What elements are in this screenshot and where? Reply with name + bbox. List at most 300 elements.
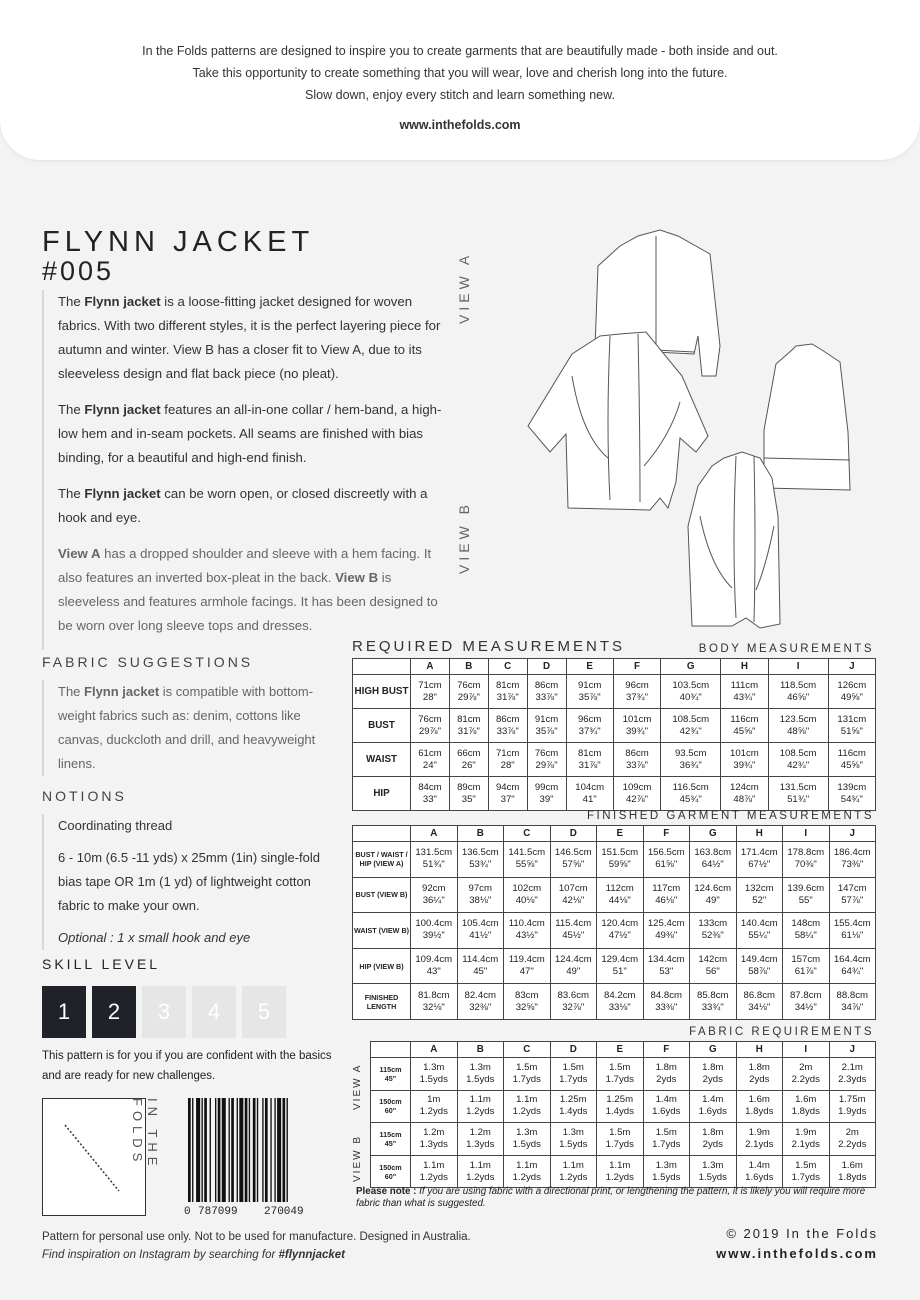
value-primary: 96cm (577, 713, 602, 725)
measurement-cell (550, 877, 597, 913)
measurement-cell (828, 709, 875, 743)
measurement-cell (597, 1123, 644, 1156)
value-primary: 1.1m (609, 1159, 631, 1171)
view-a-front-illustration (528, 332, 708, 510)
size-header: I (783, 826, 830, 842)
value-secondary: 46⅛" (655, 894, 678, 906)
value-secondary: 45⅝" (840, 759, 863, 771)
value-primary: 1.3m (562, 1126, 584, 1138)
measurement-cell (736, 1090, 783, 1123)
notion-thread: Coordinating thread (58, 818, 173, 833)
table-row (353, 913, 876, 949)
value-primary: 83cm (515, 989, 539, 1001)
value-secondary: 36¼" (422, 894, 445, 906)
value-secondary: 39" (539, 793, 554, 805)
value-secondary: 61⅝" (655, 859, 678, 871)
measurement-cell (661, 675, 721, 709)
barcode-bar (231, 1098, 234, 1202)
value-secondary: 38⅛" (469, 894, 492, 906)
footer-instagram: Find inspiration on Instagram by searching for #flynnjacket (42, 1249, 345, 1261)
measurement-cell (768, 709, 828, 743)
measurement-cell (829, 984, 876, 1020)
value-secondary: 2yds (656, 1073, 677, 1085)
measurement-cell (643, 984, 690, 1020)
barcode-bar (215, 1098, 216, 1202)
size-header: F (613, 659, 660, 675)
measurement-cell (566, 675, 613, 709)
barcode-bar (262, 1098, 263, 1202)
measurement-cell (829, 1090, 876, 1123)
table-row (353, 777, 876, 811)
fabric-width-in: 60" (384, 1106, 397, 1116)
notion-bias-tape: 6 - 10m (6.5 -11 yds) x 25mm (1in) single-fold bias tape OR 1m (1 yd) of lightweight cotton fabric to make your own. (58, 850, 321, 913)
value-primary: 82.4cm (464, 989, 496, 1001)
barcode-bar (192, 1098, 193, 1202)
value-secondary: 33⅞" (496, 725, 519, 737)
finished-measurements-table (352, 825, 876, 1020)
measurement-cell (527, 675, 566, 709)
value-primary: 61cm (418, 747, 442, 759)
value-secondary: 1.2yds (419, 1106, 448, 1118)
value-secondary: 1.3yds (419, 1138, 448, 1150)
value-primary: 186.4cm (833, 847, 871, 859)
value-secondary: 57⅞" (841, 894, 864, 906)
value-secondary: 42¾" (787, 759, 810, 771)
view-b-back-illustration (764, 344, 850, 490)
value-secondary: 33⅛" (608, 1001, 631, 1013)
table-row (371, 1090, 876, 1123)
value-secondary: 57⅝" (562, 859, 585, 871)
measurement-cell (721, 743, 768, 777)
logo-text: IN THE FOLDS (130, 1098, 160, 1171)
value-primary: 1.5m (562, 1061, 584, 1073)
size-header: C (504, 826, 551, 842)
value-primary: 87.8cm (790, 989, 822, 1001)
value-primary: 1.3m (702, 1159, 724, 1171)
measurement-cell (690, 984, 737, 1020)
value-secondary: 55" (798, 894, 813, 906)
value-secondary: 1.2yds (512, 1106, 541, 1118)
size-header: G (661, 659, 721, 675)
value-primary: 93.5cm (674, 747, 707, 759)
value-secondary: 41" (582, 793, 597, 805)
value-primary: 139cm (837, 781, 867, 793)
value-secondary: 2.1yds (791, 1138, 820, 1150)
value-primary: 71cm (495, 747, 520, 759)
value-primary: 134.4cm (647, 954, 685, 966)
measurement-cell (504, 877, 551, 913)
table-row (371, 1155, 876, 1188)
measurement-cell (829, 948, 876, 984)
measurement-cell (661, 709, 721, 743)
value-primary: 85.8cm (697, 989, 729, 1001)
value-secondary: 64¾" (841, 966, 864, 978)
value-primary: 84.2cm (604, 989, 636, 1001)
measurement-cell (550, 842, 597, 878)
fabric-width-in: 45" (384, 1073, 397, 1083)
value-secondary: 59⅝" (608, 859, 631, 871)
value-primary: 86cm (495, 713, 520, 725)
value-secondary: 41½" (469, 930, 492, 942)
body-table-header (353, 659, 876, 675)
barcode-bar (218, 1098, 221, 1202)
value-primary: 109.4cm (415, 954, 453, 966)
value-secondary: 29⅞" (535, 759, 558, 771)
barcode-bar (229, 1098, 230, 1202)
value-secondary: 2.1yds (745, 1138, 774, 1150)
value-secondary: 54¾" (840, 793, 863, 805)
size-header: A (411, 826, 458, 842)
value-secondary: 1.3yds (466, 1138, 495, 1150)
value-secondary: 39¾" (733, 759, 756, 771)
jacket-illustrations (510, 226, 880, 634)
table-row (353, 709, 876, 743)
value-primary: 156.5cm (647, 847, 685, 859)
measurement-cell (504, 842, 551, 878)
measurement-cell (411, 1123, 458, 1156)
value-primary: 123.5cm (779, 713, 817, 725)
value-primary: 136.5cm (461, 847, 499, 859)
measurement-cell (527, 743, 566, 777)
intro-url[interactable]: www.inthefolds.com (399, 118, 521, 132)
fabric-width-in: 60" (384, 1171, 397, 1181)
fabric-width-label (371, 1058, 411, 1091)
measurement-cell (721, 777, 768, 811)
value-primary: 147cm (837, 882, 867, 894)
measurement-cell (643, 948, 690, 984)
value-primary: 1.1m (516, 1094, 538, 1106)
value-primary: 1.9m (748, 1126, 770, 1138)
barcode-bar (222, 1098, 226, 1202)
fabric-table-header (371, 1042, 876, 1058)
measurement-cell (736, 1058, 783, 1091)
measurement-cell (411, 709, 450, 743)
measurement-cell (690, 842, 737, 878)
value-secondary: 53¾" (469, 859, 492, 871)
value-secondary: 61⅛" (841, 930, 864, 942)
value-primary: 105.4cm (461, 918, 499, 930)
value-primary: 1.5m (516, 1061, 538, 1073)
barcode-bar (210, 1098, 211, 1202)
measurement-cell (597, 913, 644, 949)
value-secondary: 1.8yds (745, 1106, 774, 1118)
size-header: C (488, 659, 527, 675)
measurement-cell (566, 777, 613, 811)
barcode-bar (239, 1098, 243, 1202)
value-secondary: 1.2yds (605, 1171, 634, 1183)
value-secondary: 51" (612, 966, 627, 978)
skill-level-1: 1 (42, 986, 86, 1038)
value-secondary: 2.2yds (838, 1138, 867, 1150)
value-primary: 1.1m (423, 1159, 445, 1171)
measurement-cell (504, 1155, 551, 1188)
fabric-width-label (371, 1155, 411, 1188)
value-primary: 120.4cm (601, 918, 639, 930)
value-secondary: 40⅛" (515, 894, 538, 906)
value-secondary: 1.7yds (605, 1073, 634, 1085)
value-secondary: 1.2yds (512, 1171, 541, 1183)
skill-level-4: 4 (192, 986, 236, 1038)
product-number: #005 (42, 256, 115, 286)
description-paragraph-1: The Flynn jacket is a loose-fitting jacket designed for woven fabrics. With two different styles, it is the perfect layering piece for autumn and winter. View B has a closer fit to View A, due to its sleeveless design and flat back piece (no pleat). (58, 294, 441, 381)
measurement-cell (457, 984, 504, 1020)
value-primary: 76cm (418, 713, 442, 725)
measurement-cell (411, 675, 450, 709)
size-header: F (643, 1042, 690, 1058)
measurement-cell (828, 743, 875, 777)
value-secondary: 49" (705, 894, 720, 906)
value-primary: 76cm (457, 679, 481, 691)
measurement-cell (643, 913, 690, 949)
value-secondary: 31⅞" (578, 759, 601, 771)
body-measurements-heading: BODY MEASUREMENTS (698, 643, 874, 655)
value-secondary: 33⅞" (625, 759, 649, 771)
skill-level-2: 2 (92, 986, 136, 1038)
value-secondary: 42¾" (679, 725, 702, 737)
value-primary: 81cm (457, 713, 481, 725)
value-primary: 1.6m (795, 1094, 817, 1106)
measurement-cell (828, 675, 875, 709)
size-header: E (597, 1042, 644, 1058)
value-secondary: 73⅜" (841, 859, 864, 871)
measurement-cell (488, 675, 527, 709)
measurement-cell (736, 948, 783, 984)
size-header: B (449, 659, 488, 675)
value-secondary: 1.9yds (838, 1106, 867, 1118)
value-secondary: 26" (461, 759, 476, 771)
measurement-cell (783, 1155, 830, 1188)
value-primary: 1.75m (838, 1094, 866, 1106)
measurement-cell (457, 1090, 504, 1123)
value-primary: 116cm (837, 747, 866, 759)
measurement-cell (457, 1058, 504, 1091)
intro-line-2: Take this opportunity to create something that you will wear, love and cherish long into the future. (192, 66, 728, 80)
value-primary: 178.8cm (787, 847, 825, 859)
value-primary: 81.8cm (418, 989, 450, 1001)
value-primary: 1m (427, 1094, 441, 1106)
skill-level-5: 5 (242, 986, 286, 1038)
table-row (371, 1123, 876, 1156)
value-secondary: 53" (659, 966, 674, 978)
row-label: HIP (353, 777, 411, 811)
value-secondary: 1.4yds (559, 1106, 588, 1118)
size-header: F (643, 826, 690, 842)
value-primary: 124cm (730, 781, 759, 793)
value-secondary: 28" (500, 759, 515, 771)
value-primary: 148cm (791, 918, 821, 930)
notions-heading: NOTIONS (42, 788, 127, 804)
value-secondary: 2.3yds (838, 1073, 867, 1085)
size-header: J (829, 826, 876, 842)
value-primary: 129.4cm (601, 954, 639, 966)
value-primary: 99cm (534, 781, 559, 793)
value-primary: 101cm (730, 747, 759, 759)
value-primary: 102cm (512, 882, 542, 894)
value-secondary: 1.4yds (605, 1106, 634, 1118)
value-secondary: 2.2yds (791, 1073, 820, 1085)
value-primary: 100.4cm (415, 918, 453, 930)
value-primary: 164.4cm (833, 954, 871, 966)
value-primary: 1.3m (655, 1159, 677, 1171)
value-secondary: 58⅞" (748, 966, 771, 978)
measurement-cell (736, 984, 783, 1020)
size-header: H (721, 659, 768, 675)
measurement-cell (457, 842, 504, 878)
value-secondary: 45½" (562, 930, 585, 942)
measurement-cell (504, 913, 551, 949)
value-primary: 1.5m (655, 1126, 677, 1138)
measurement-cell (829, 877, 876, 913)
row-label: BUST / WAIST / HIP (VIEW A) (353, 842, 411, 878)
value-secondary: 1.7yds (791, 1171, 820, 1183)
measurement-cell (566, 709, 613, 743)
value-primary: 1.3m (516, 1126, 538, 1138)
product-description (42, 290, 442, 650)
barcode-digits-left: 787099 (198, 1206, 238, 1216)
value-secondary: 51¾" (422, 859, 445, 871)
value-primary: 83.6cm (557, 989, 589, 1001)
value-secondary: 67½" (748, 859, 771, 871)
value-primary: 141.5cm (508, 847, 546, 859)
measurement-cell (643, 877, 690, 913)
measurement-cell (690, 1090, 737, 1123)
value-primary: 125.4cm (647, 918, 685, 930)
measurement-cell (829, 1155, 876, 1188)
measurement-cell (597, 1090, 644, 1123)
value-primary: 86cm (625, 747, 649, 759)
value-secondary: 1.2yds (419, 1171, 448, 1183)
value-secondary: 1.5yds (652, 1171, 681, 1183)
value-primary: 132cm (744, 882, 774, 894)
measurement-cell (597, 842, 644, 878)
value-primary: 1.25m (606, 1094, 634, 1106)
measurement-cell (411, 948, 458, 984)
notions-list (42, 814, 342, 950)
measurement-cell (643, 1058, 690, 1091)
value-secondary: 45⅝" (733, 725, 756, 737)
measurement-cell (690, 1058, 737, 1091)
measurement-cell (690, 1155, 737, 1188)
value-secondary: 43¾" (733, 691, 756, 703)
measurement-cell (690, 913, 737, 949)
measurement-cell (488, 777, 527, 811)
measurement-cell (783, 842, 830, 878)
row-label: BUST (353, 709, 411, 743)
measurement-cell (597, 948, 644, 984)
measurement-cell (527, 709, 566, 743)
value-primary: 139.6cm (787, 882, 825, 894)
value-primary: 2m (799, 1061, 813, 1073)
value-primary: 86.8cm (743, 989, 775, 1001)
barcode-digit-start: 0 (184, 1206, 191, 1216)
value-secondary: 1.2yds (466, 1171, 495, 1183)
value-primary: 1.1m (469, 1159, 491, 1171)
value-primary: 1.4m (748, 1159, 770, 1171)
value-primary: 84.8cm (650, 989, 682, 1001)
measurement-cell (783, 984, 830, 1020)
value-secondary: 52⅜" (701, 930, 724, 942)
value-secondary: 36¾" (679, 759, 702, 771)
size-header: G (690, 1042, 737, 1058)
fabric-view-b-label: VIEW B (352, 1134, 363, 1182)
value-primary: 124.6cm (694, 882, 732, 894)
barcode-icon (184, 1098, 330, 1216)
value-primary: 155.4cm (833, 918, 871, 930)
fabric-view-a-label: VIEW A (352, 1063, 363, 1110)
value-primary: 101cm (622, 713, 652, 725)
value-primary: 104cm (575, 781, 605, 793)
footer-url[interactable]: www.inthefolds.com (716, 1246, 878, 1261)
value-primary: 91cm (534, 713, 559, 725)
measurement-cell (661, 743, 721, 777)
table-row (353, 984, 876, 1020)
value-secondary: 1.5yds (698, 1171, 727, 1183)
value-primary: 119.4cm (508, 954, 545, 966)
intro-text (0, 40, 920, 136)
value-secondary: 31⅞" (496, 691, 519, 703)
row-label: WAIST (353, 743, 411, 777)
value-primary: 1.6m (841, 1159, 863, 1171)
value-secondary: 34½" (794, 1001, 817, 1013)
size-header: E (566, 659, 613, 675)
measurement-cell (527, 777, 566, 811)
value-secondary: 58¼" (794, 930, 817, 942)
value-primary: 103.5cm (672, 679, 710, 691)
required-measurements-heading: REQUIRED MEASUREMENTS (352, 638, 626, 655)
measurement-cell (411, 1155, 458, 1188)
value-secondary: 39¾" (625, 725, 649, 737)
value-primary: 107cm (558, 882, 588, 894)
value-primary: 131.5cm (779, 781, 817, 793)
measurement-cell (768, 777, 828, 811)
value-primary: 94cm (495, 781, 520, 793)
table-row (353, 948, 876, 984)
value-secondary: 32⅞" (562, 1001, 585, 1013)
value-primary: 1.1m (516, 1159, 538, 1171)
value-secondary: 35⅞" (535, 725, 558, 737)
value-primary: 114.4cm (462, 954, 499, 966)
value-secondary: 44⅛" (608, 894, 631, 906)
value-secondary: 1.5yds (559, 1138, 588, 1150)
size-header: H (736, 1042, 783, 1058)
fabric-width-label (371, 1090, 411, 1123)
measurement-cell (597, 877, 644, 913)
measurement-cell (768, 743, 828, 777)
skill-level-heading: SKILL LEVEL (42, 956, 161, 972)
measurement-cell (550, 948, 597, 984)
measurement-cell (449, 675, 488, 709)
measurement-cell (411, 842, 458, 878)
value-primary: 109cm (622, 781, 652, 793)
value-secondary: 43½" (515, 930, 538, 942)
value-primary: 116.5cm (672, 781, 709, 793)
value-secondary: 1.2yds (559, 1171, 588, 1183)
value-primary: 2m (845, 1126, 859, 1138)
fabric-requirements-heading: FABRIC REQUIREMENTS (689, 1026, 874, 1038)
value-secondary: 1.6yds (698, 1106, 727, 1118)
measurement-cell (449, 709, 488, 743)
intro-line-3: Slow down, enjoy every stitch and learn something new. (305, 88, 615, 102)
measurement-cell (690, 877, 737, 913)
measurement-cell (690, 1123, 737, 1156)
barcode-bar (188, 1098, 191, 1202)
size-header: H (736, 826, 783, 842)
measurement-cell (736, 1155, 783, 1188)
value-secondary: 28" (422, 691, 437, 703)
measurement-cell (783, 1058, 830, 1091)
value-secondary: 39½" (422, 930, 445, 942)
measurement-cell (613, 743, 660, 777)
